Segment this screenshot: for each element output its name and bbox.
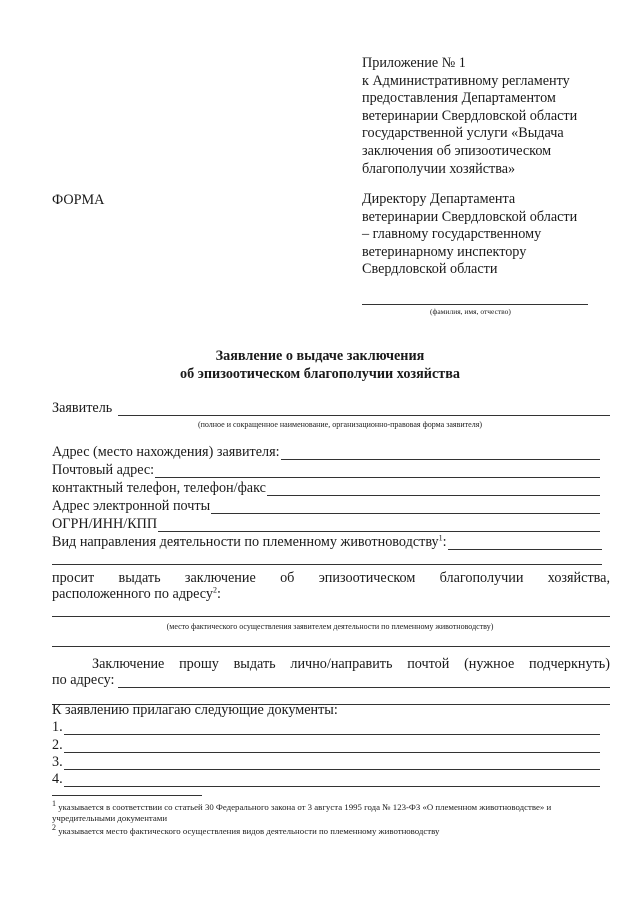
document-item-row [52, 719, 600, 735]
appendix-line: благополучии хозяйства» [362, 160, 516, 177]
document-item-number: 4. [52, 771, 63, 787]
ogrn-label: ОГРН/ИНН/КПП [52, 516, 158, 532]
addressee-line: – главному государственному [362, 226, 542, 243]
activity-row [52, 534, 602, 550]
request-line-1: просит выдать заключение об эпизоотическом благополучии хозяйства, [52, 570, 610, 586]
appendix-line: государственной услуги «Выдача [362, 125, 564, 142]
postal-label: Почтовый адрес: [52, 462, 155, 478]
postal-row [52, 462, 600, 478]
email-row [52, 498, 600, 514]
footnote-1 [52, 799, 612, 823]
request-text: расположенного по адресу [52, 586, 214, 602]
postal-field[interactable] [155, 465, 600, 478]
document-item-field[interactable] [64, 774, 600, 787]
footnote-ref-2: 2 [213, 585, 218, 595]
addressee-block [362, 191, 632, 279]
addressee-line: Свердловской области [362, 261, 498, 278]
delivery-address-field[interactable] [118, 675, 610, 688]
activity-label [52, 534, 447, 550]
footnote-2-text: указывается место фактического осуществления видов деятельности по племенному животноводству [58, 826, 440, 836]
appendix-line: к Административному регламенту [362, 72, 570, 89]
document-item-number: 1. [52, 719, 63, 735]
email-label: Адрес электронной почты [52, 498, 211, 514]
request-colon: : [217, 586, 221, 602]
document-item-field[interactable] [64, 757, 600, 770]
footnote-separator [52, 795, 202, 796]
appendix-block [362, 55, 632, 178]
addressee-line: ветеринарному инспектору [362, 243, 527, 260]
ogrn-row [52, 516, 600, 532]
delivery-label: по адресу: [52, 672, 115, 688]
document-subtitle: об эпизоотическом благополучии хозяйства [180, 366, 460, 382]
address-field[interactable] [281, 447, 600, 460]
activity-colon: : [442, 534, 447, 550]
delivery-row [52, 672, 610, 688]
delivery-line-1: Заключение прошу выдать лично/направить почтой (нужное подчеркнуть) [92, 656, 610, 672]
signature-caption: (фамилия, имя, отчество) [430, 307, 511, 316]
phone-label: контактный телефон, телефон/факс [52, 480, 266, 496]
appendix-line: предоставления Департаментом [362, 90, 556, 107]
document-item-field[interactable] [64, 722, 600, 735]
document-item-number: 3. [52, 754, 63, 770]
request-address-field[interactable] [52, 616, 610, 617]
document-item-field[interactable] [64, 740, 600, 753]
footnote-1-mark: 1 [52, 799, 56, 809]
footnote-2-mark: 2 [52, 823, 56, 833]
address-label: Адрес (место нахождения) заявителя: [52, 444, 280, 460]
phone-row [52, 480, 600, 496]
form-label: ФОРМА [52, 192, 105, 208]
addressee-line: Директору Департамента [362, 191, 516, 207]
applicant-row [52, 400, 610, 416]
signature-line [362, 304, 588, 305]
address-row [52, 444, 600, 460]
document-item-row [52, 771, 600, 787]
appendix-line: ветеринарии Свердловской области [362, 107, 578, 124]
documents-heading: К заявлению прилагаю следующие документы: [52, 702, 338, 718]
footnote-ref-1: 1 [438, 533, 443, 543]
footnote-2 [52, 823, 612, 837]
phone-field[interactable] [267, 483, 600, 496]
request-address-field-2[interactable] [52, 646, 610, 647]
document-item-row [52, 737, 600, 753]
request-caption: (место фактического осуществления заявителем деятельности по племенному животноводству) [166, 622, 494, 631]
document-item-row [52, 754, 600, 770]
document-item-number: 2. [52, 737, 63, 753]
addressee-line: ветеринарии Свердловской области [362, 208, 578, 225]
ogrn-field[interactable] [158, 519, 600, 532]
email-field[interactable] [211, 501, 600, 514]
applicant-caption: (полное и сокращенное наименование, организационно-правовая форма заявителя) [197, 420, 483, 429]
appendix-line: заключения об эпизоотическом [362, 142, 552, 159]
activity-text: Вид направления деятельности по племенному животноводству [52, 534, 439, 550]
appendix-line: Приложение № 1 [362, 55, 466, 71]
activity-field-line-2[interactable] [52, 564, 602, 565]
applicant-field[interactable] [118, 403, 610, 416]
document-title: Заявление о выдаче заключения [215, 348, 425, 364]
request-line-2 [52, 586, 221, 603]
activity-field[interactable] [448, 537, 602, 550]
applicant-label: Заявитель [52, 400, 113, 416]
footnote-1-text: указывается в соответствии со статьей 30 Федерального закона от 3 августа 1995 года № 123-ФЗ «О племенном животноводстве» и учредительными документами [52, 802, 552, 823]
